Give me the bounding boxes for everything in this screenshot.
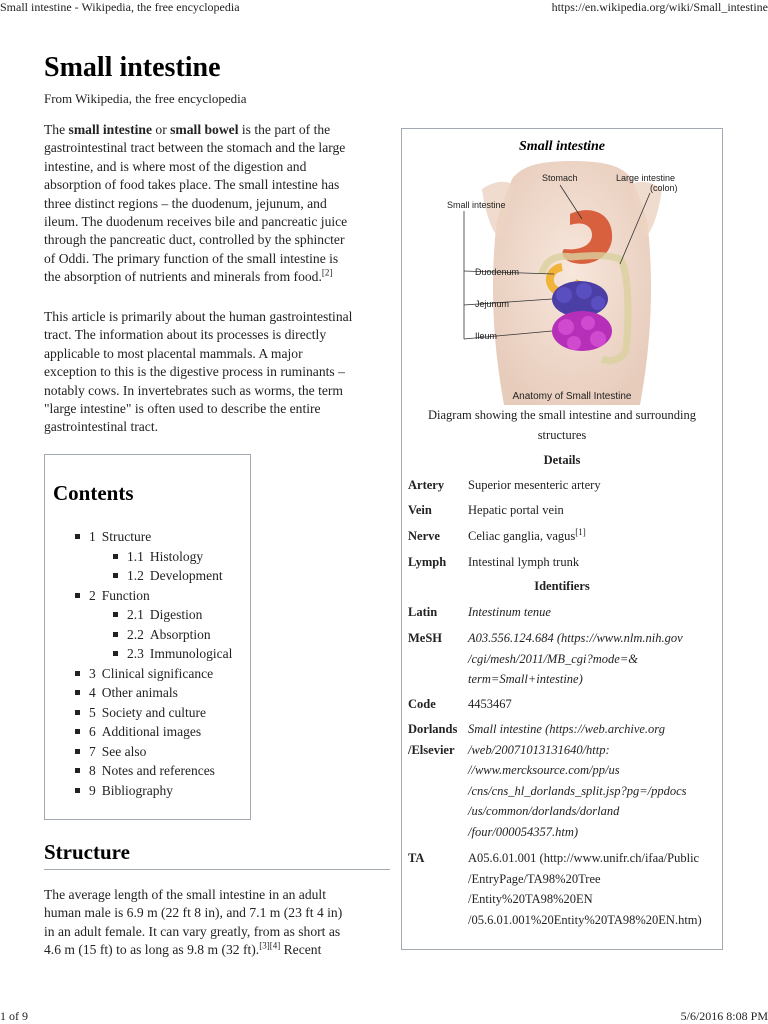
toc-item-society-and-culture[interactable]: 5 Society and culture: [75, 705, 206, 721]
para2-line: notably cows. In invertebrates such as worms, the term: [44, 382, 343, 398]
bullet-icon: [75, 710, 80, 715]
citation-link[interactable]: [2]: [321, 267, 333, 278]
toc-item-notes-and-references[interactable]: 8 Notes and references: [75, 763, 215, 779]
label-ileum: Ileum: [475, 331, 498, 341]
infobox-row-latin: Latin Intestinum tenue: [408, 605, 551, 619]
mesh-link[interactable]: A03.556.124.684 (https://www.nlm.nih.gov /cgi/mesh/2011/MB_cgi?mode=& term=Small+intestine): [468, 631, 683, 687]
infobox-row-ta: TA A05.6.01.001 (http://www.unifr.ch/ifaa/Public /EntryPage/TA98%20Tree /Entity%20TA98%20EN /05.6.01.001%20Entity%20TA98%20EN.htm): [408, 848, 718, 938]
bullet-icon: [113, 651, 118, 656]
image-description: Diagram showing the small intestine and surrounding structures: [427, 408, 696, 442]
ta-link[interactable]: A05.6.01.001 (http://www.unifr.ch/ifaa/Public /EntryPage/TA98%20Tree /Entity%20TA98%20EN /05.6.01.001%20Entity%20TA98%20EN.htm): [468, 851, 702, 927]
toc-item-other-animals[interactable]: 4 Other animals: [75, 685, 178, 701]
toc-item-additional-images[interactable]: 6 Additional images: [75, 724, 201, 740]
bold-term-small-intestine: small intestine: [68, 122, 152, 137]
structure-line: human male is 6.9 m (22 ft 8 in), and 7.1 m (23 ft 4 in): [44, 905, 343, 921]
label-jejunum: Jejunum: [475, 299, 510, 309]
bullet-icon: [75, 788, 80, 793]
bullet-icon: [75, 593, 80, 598]
structure-line: in an adult female. It can vary greatly, from as short as: [44, 923, 341, 939]
para1-line: of Oddi. The primary function of the small intestine is: [44, 250, 339, 266]
print-header-url[interactable]: https://en.wikipedia.org/wiki/Small_intestine: [551, 0, 768, 14]
citation-link[interactable]: [1]: [575, 526, 586, 537]
bullet-icon: [75, 690, 80, 695]
label-anatomy: Anatomy of Small Intestine: [512, 391, 632, 402]
infobox-caption: Small intestine: [519, 139, 605, 154]
toc-item-digestion[interactable]: 2.1 Digestion: [113, 607, 202, 623]
print-header-title: Small intestine - Wikipedia, the free encyclopedia: [0, 0, 240, 14]
para1-line: the absorption of nutrients and minerals from food.[2]: [44, 267, 333, 285]
bold-term-small-bowel: small bowel: [170, 122, 239, 137]
toc-item-function[interactable]: 2 Function: [75, 588, 150, 604]
bullet-icon: [113, 612, 118, 617]
para1-line: absorption of food takes place. The small intestine has: [44, 177, 340, 193]
bullet-icon: [113, 632, 118, 637]
anatomy-diagram-image[interactable]: [442, 159, 702, 405]
lead-paragraph-1: [44, 121, 390, 287]
toc-item-clinical-significance[interactable]: 3 Clinical significance: [75, 666, 213, 682]
label-large-intestine: Large intestine: [616, 173, 676, 183]
toc-title: Contents: [53, 481, 134, 505]
bullet-icon: [113, 573, 118, 578]
infobox-row-vein: Vein Hepatic portal vein: [408, 503, 564, 517]
structure-line: The average length of the small intestine in an adult: [44, 887, 326, 902]
toc-item-see-also[interactable]: 7 See also: [75, 744, 146, 760]
para2-line: "large intestine" is often used to describe the entire: [44, 401, 321, 417]
bullet-icon: [75, 534, 80, 539]
table-of-contents: [44, 454, 251, 820]
para2-line: gastrointestinal tract.: [44, 419, 159, 435]
page-title: Small intestine: [44, 52, 221, 83]
infobox: [401, 128, 723, 950]
print-footer-datetime: 5/6/2016 8:08 PM: [680, 1009, 768, 1023]
para1-line: through the pancreatic duct, controlled by the sphincter: [44, 232, 345, 248]
label-colon: (colon): [650, 183, 678, 193]
dorlands-link[interactable]: Small intestine (https://web.archive.org /web/20071013131640/http: //www.mercksource.com/pp/us /cns/cns_hl_dorlands_split.jsp?pg=/ppdocs /us/common/dorlands/dorland /four/000054357.htm): [468, 722, 687, 839]
infobox-row-dorlands: Dorlands /Elsevier Small intestine (https://web.archive.org /web/20071013131640/http: //www.mercksource.com/pp/us /cns/cns_hl_dorlands_split.jsp?pg=/ppdocs /us/common/dorlands/dorland /four/000054357.htm): [408, 719, 718, 843]
para1-line: gastrointestinal tract between the stomach and the large: [44, 140, 346, 156]
infobox-row-nerve: Nerve Celiac ganglia, vagus[1]: [408, 526, 586, 543]
infobox-details-heading: Details: [543, 453, 581, 467]
para1-line: three distinct regions – the duodenum, jejunum, and: [44, 195, 327, 211]
structure-line: 4.6 m (15 ft) to as long as 9.8 m (32 ft).[3][4] Recent: [44, 940, 322, 958]
infobox-row-lymph: Lymph Intestinal lymph trunk: [408, 555, 580, 569]
bullet-icon: [113, 554, 118, 559]
toc-item-immunological[interactable]: 2.3 Immunological: [113, 646, 232, 662]
toc-item-absorption[interactable]: 2.2 Absorption: [113, 627, 211, 643]
para2-line: This article is primarily about the human gastrointestinal: [44, 309, 353, 324]
toc-item-structure[interactable]: 1 Structure: [75, 529, 151, 545]
bullet-icon: [75, 749, 80, 754]
para1-line: ileum. The duodenum receives bile and pancreatic juice: [44, 214, 348, 230]
infobox-row-mesh: MeSH A03.556.124.684 (https://www.nlm.nih.gov /cgi/mesh/2011/MB_cgi?mode=& term=Small+intestine): [408, 628, 718, 694]
para2-line: tract. The information about its processes is directly: [44, 327, 327, 343]
toc-item-histology[interactable]: 1.1 Histology: [113, 549, 203, 565]
label-duodenum: Duodenum: [475, 267, 520, 277]
bullet-icon: [75, 671, 80, 676]
toc-item-development[interactable]: 1.2 Development: [113, 568, 223, 584]
bullet-icon: [75, 768, 80, 773]
lead-paragraph-2: [44, 308, 390, 437]
bullet-icon: [75, 729, 80, 734]
label-small-intestine: Small intestine: [447, 200, 506, 210]
infobox-row-artery: Artery Superior mesenteric artery: [408, 478, 601, 492]
toc-item-bibliography[interactable]: 9 Bibliography: [75, 783, 173, 799]
infobox-row-code: Code 4453467: [408, 697, 512, 711]
page-subtitle: From Wikipedia, the free encyclopedia: [44, 91, 247, 106]
section-heading-structure: Structure: [44, 840, 130, 864]
para2-line: exception to this is the digestive process in ruminants –: [44, 364, 345, 380]
print-footer-page-count: 1 of 9: [0, 1009, 28, 1023]
para1-line-1: The small intestine or small bowel is the part of the: [44, 122, 331, 137]
para2-line: applicable to most placental mammals. A major: [44, 345, 303, 361]
infobox-identifiers-heading: Identifiers: [534, 579, 590, 593]
label-stomach: Stomach: [542, 173, 578, 183]
citation-link[interactable]: [3][4]: [259, 940, 281, 951]
para1-line: intestine, and is where most of the digestion and: [44, 158, 307, 174]
structure-paragraph: [44, 886, 390, 960]
section-divider: [44, 869, 390, 870]
